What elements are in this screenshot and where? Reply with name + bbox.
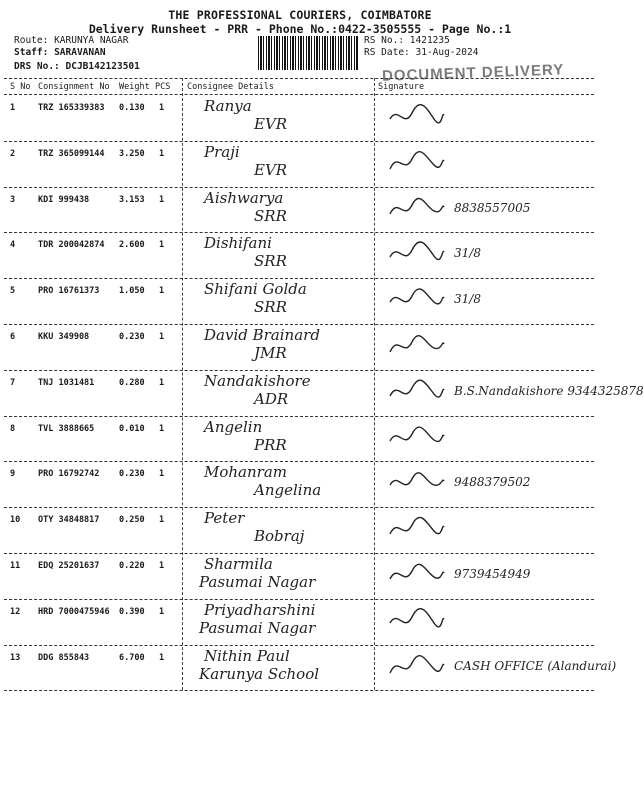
cell-consignment-no: TDR 200042874	[38, 240, 105, 251]
signature-scribble	[386, 238, 446, 268]
consignee-area: Pasumai Nagar	[199, 573, 316, 591]
cell-consignment-no: DDG 855843	[38, 652, 90, 663]
cell-sno: 5	[10, 286, 16, 297]
consignee-name: Mohanram	[204, 463, 287, 482]
cell-consignment-no: TNJ 1031481	[38, 377, 95, 388]
consignee-name: Shifani Golda	[204, 280, 307, 299]
consignee-area: SRR	[254, 206, 287, 225]
rs-date-label: RS Date:	[364, 47, 410, 58]
cell-pcs: 1	[159, 561, 165, 571]
signature-scribble	[386, 284, 446, 314]
cell-consignment-no: HRD 7000475946	[38, 606, 110, 617]
drs-value: DCJB142123501	[65, 61, 140, 72]
signature-scribble	[386, 330, 446, 360]
cell-weight: 6.700	[119, 652, 145, 663]
col-consignment: Consignment No	[38, 82, 110, 92]
consignee-name: Sharmila	[204, 555, 273, 573]
cell-consignment-no: OTY 34848817	[38, 515, 100, 526]
cell-pcs: 1	[159, 606, 165, 617]
consignee-name: Praji	[204, 142, 240, 161]
cell-sno: 1	[10, 103, 16, 113]
cell-sno: 12	[10, 606, 21, 617]
cell-pcs: 1	[159, 469, 165, 480]
signature-scribble	[386, 147, 446, 177]
rs-no-line	[364, 35, 450, 46]
consignee-area: Pasumai Nagar	[199, 618, 316, 637]
consignee-name: Peter	[204, 509, 245, 528]
cell-sno: 4	[10, 240, 16, 251]
consignee-name: Nandakishore	[204, 371, 311, 390]
consignee-area: SRR	[254, 252, 287, 271]
rs-date-value: 31-Aug-2024	[415, 47, 479, 58]
cell-pcs: 1	[159, 377, 165, 388]
staff-line	[14, 47, 106, 58]
cell-sno: 9	[10, 469, 16, 480]
consignee-area: Karunya School	[199, 664, 320, 683]
rs-date-line	[364, 47, 478, 58]
table-row	[4, 416, 594, 462]
signature-note: 31/8	[454, 246, 481, 261]
cell-consignment-no: TRZ 365099144	[38, 148, 105, 159]
table-row	[4, 599, 594, 645]
consignee-name: Priyadharshini	[204, 600, 316, 619]
consignee-area: SRR	[254, 298, 287, 317]
signature-note: B.S.Nandakishore 9344325878	[454, 383, 644, 398]
table-row	[4, 232, 594, 278]
cell-weight: 3.153	[119, 194, 145, 205]
cell-weight: 0.220	[119, 561, 145, 571]
consignee-name: Ranya	[204, 97, 252, 115]
signature-scribble	[386, 651, 446, 681]
signature-scribble	[386, 193, 446, 223]
staff-value: SARAVANAN	[54, 47, 106, 58]
col-consignee: Consignee Details	[187, 82, 274, 92]
cell-pcs: 1	[159, 240, 165, 251]
cell-consignment-no: TVL 3888665	[38, 423, 95, 434]
table-row	[4, 95, 594, 141]
cell-sno: 13	[10, 652, 21, 663]
cell-consignment-no: KKU 349908	[38, 332, 90, 342]
cell-sno: 6	[10, 332, 16, 342]
table-row	[4, 507, 594, 553]
col-pcs: PCS	[155, 82, 171, 92]
cell-sno: 3	[10, 194, 16, 205]
runsheet-subtitle: Delivery Runsheet - PRR - Phone No.:0422-3505555 - Page No.:1	[88, 22, 512, 36]
signature-note: CASH OFFICE (Alandurai)	[454, 658, 617, 673]
table-row	[4, 141, 594, 187]
table-row	[4, 370, 644, 416]
cell-pcs: 1	[159, 194, 165, 205]
cell-weight: 0.130	[119, 103, 145, 113]
consignee-name: Dishifani	[204, 234, 272, 253]
cell-weight: 0.250	[119, 515, 145, 526]
cell-consignment-no: EDQ 25201637	[38, 561, 100, 571]
consignee-name: David Brainard	[204, 326, 320, 344]
consignee-area: ADR	[254, 389, 289, 408]
cell-consignment-no: KDI 999438	[38, 194, 90, 205]
cell-weight: 1.050	[119, 286, 145, 297]
drs-line	[14, 61, 140, 72]
signature-note: 8838557005	[454, 200, 531, 215]
staff-label: Staff:	[14, 47, 49, 58]
cell-weight: 0.010	[119, 423, 145, 434]
cell-weight: 0.230	[119, 469, 145, 480]
signature-scribble	[386, 605, 446, 635]
consignee-name: Angelin	[204, 417, 263, 436]
signature-scribble	[386, 422, 446, 452]
consignee-area: EVR	[254, 115, 288, 133]
cell-weight: 3.250	[119, 148, 145, 159]
table-row	[4, 645, 617, 691]
row-divider	[4, 690, 594, 691]
cell-weight: 0.280	[119, 377, 145, 388]
table-row	[4, 278, 594, 324]
consignee-area: EVR	[254, 160, 288, 179]
barcode-image	[258, 36, 358, 70]
col-sno: S No	[10, 82, 31, 92]
route-line	[14, 35, 128, 46]
consignee-name: Nithin Paul	[204, 646, 290, 665]
cell-sno: 10	[10, 515, 21, 526]
signature-scribble	[386, 376, 446, 406]
col-weight: Weight	[119, 82, 150, 92]
cell-pcs: 1	[159, 423, 165, 434]
cell-consignment-no: PRO 16761373	[38, 286, 100, 297]
signature-scribble	[386, 559, 446, 589]
cell-pcs: 1	[159, 652, 165, 663]
cell-pcs: 1	[159, 286, 165, 297]
cell-pcs: 1	[159, 332, 165, 342]
consignee-area: JMR	[254, 344, 287, 362]
table-row	[4, 553, 594, 599]
signature-note: 9739454949	[454, 567, 531, 581]
consignee-area: Bobraj	[254, 527, 305, 546]
consignee-area: Angelina	[254, 481, 322, 500]
route-label: Route:	[14, 35, 49, 46]
signature-scribble	[386, 467, 446, 497]
cell-pcs: 1	[159, 515, 165, 526]
cell-pcs: 1	[159, 103, 165, 113]
consignee-area: PRR	[254, 435, 287, 454]
cell-sno: 7	[10, 377, 16, 388]
signature-note: 31/8	[454, 292, 481, 307]
cell-sno: 2	[10, 148, 16, 159]
consignee-name: Aishwarya	[204, 188, 284, 207]
cell-weight: 0.390	[119, 606, 145, 617]
cell-consignment-no: TRZ 165339383	[38, 103, 105, 113]
runsheet-table	[4, 78, 644, 690]
document-delivery-stamp: DOCUMENT DELIVERY	[381, 61, 565, 85]
signature-note: 9488379502	[454, 475, 531, 490]
cell-consignment-no: PRO 16792742	[38, 469, 100, 480]
table-row	[4, 187, 594, 233]
cell-pcs: 1	[159, 148, 165, 159]
signature-scribble	[386, 513, 446, 543]
cell-weight: 0.230	[119, 332, 145, 342]
drs-label: DRS No.:	[14, 61, 60, 72]
table-row	[4, 461, 594, 507]
rs-no-label: RS No.:	[364, 35, 405, 46]
company-title: THE PROFESSIONAL COURIERS, COIMBATORE	[168, 8, 432, 22]
route-value: KARUNYA NAGAR	[54, 35, 129, 46]
rs-no-value: 1421235	[409, 35, 450, 46]
cell-sno: 11	[10, 561, 21, 571]
cell-weight: 2.600	[119, 240, 145, 251]
signature-scribble	[386, 101, 446, 131]
col-signature: Signature	[378, 82, 425, 92]
cell-sno: 8	[10, 423, 16, 434]
table-row	[4, 324, 594, 370]
table-header	[4, 78, 594, 94]
